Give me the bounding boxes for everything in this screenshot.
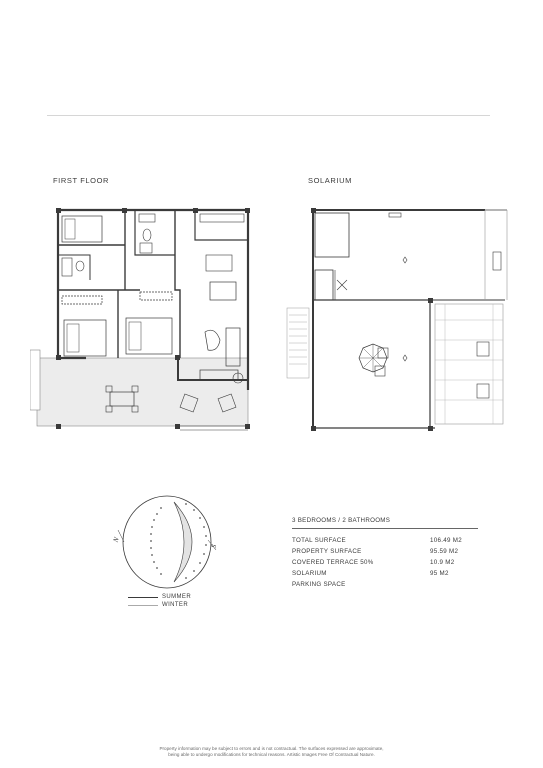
spec-row — [292, 557, 478, 568]
sun-path-diagram — [112, 490, 222, 594]
summer-label: SUMMER — [162, 594, 192, 600]
first-floor-title: FIRST FLOOR — [53, 176, 110, 185]
spec-label: SOLARIUM — [292, 570, 327, 577]
spec-row — [292, 579, 478, 590]
specs-panel — [292, 517, 478, 590]
spec-row — [292, 535, 478, 546]
disclaimer-line-1: Property information may be subject to errors and is not contractual. The surfaces expressed are approximate, — [159, 746, 384, 751]
spec-label: TOTAL SURFACE — [292, 537, 346, 544]
spec-value: 95 M2 — [430, 570, 449, 577]
solarium-title: SOLARIUM — [308, 176, 352, 185]
header-divider — [47, 115, 490, 116]
spec-row — [292, 546, 478, 557]
spec-value: 106.49 M2 — [430, 537, 462, 544]
first-floor-plan — [30, 200, 260, 438]
solarium-plan — [285, 200, 510, 438]
south-label: S — [209, 543, 219, 550]
specs-heading: 3 BEDROOMS / 2 BATHROOMS — [292, 517, 478, 529]
spec-label: PROPERTY SURFACE — [292, 548, 362, 555]
disclaimer — [0, 746, 543, 758]
legend-summer — [128, 593, 191, 601]
winter-label: WINTER — [162, 602, 189, 608]
winter-line — [128, 605, 158, 606]
disclaimer-line-2: being able to undergo modifications for technical reasons. Artistic Images Free Of Contractual Nature. — [168, 752, 375, 757]
sun-legend — [128, 593, 191, 609]
spec-value: 95.59 M2 — [430, 548, 459, 555]
summer-line — [128, 597, 158, 598]
spec-value: 10.9 M2 — [430, 559, 455, 566]
north-label: N — [112, 536, 121, 544]
spec-row — [292, 568, 478, 579]
spec-value — [430, 579, 478, 590]
spec-label: COVERED TERRACE 50% — [292, 559, 374, 566]
spec-label: PARKING SPACE — [292, 581, 346, 588]
legend-winter — [128, 601, 191, 609]
